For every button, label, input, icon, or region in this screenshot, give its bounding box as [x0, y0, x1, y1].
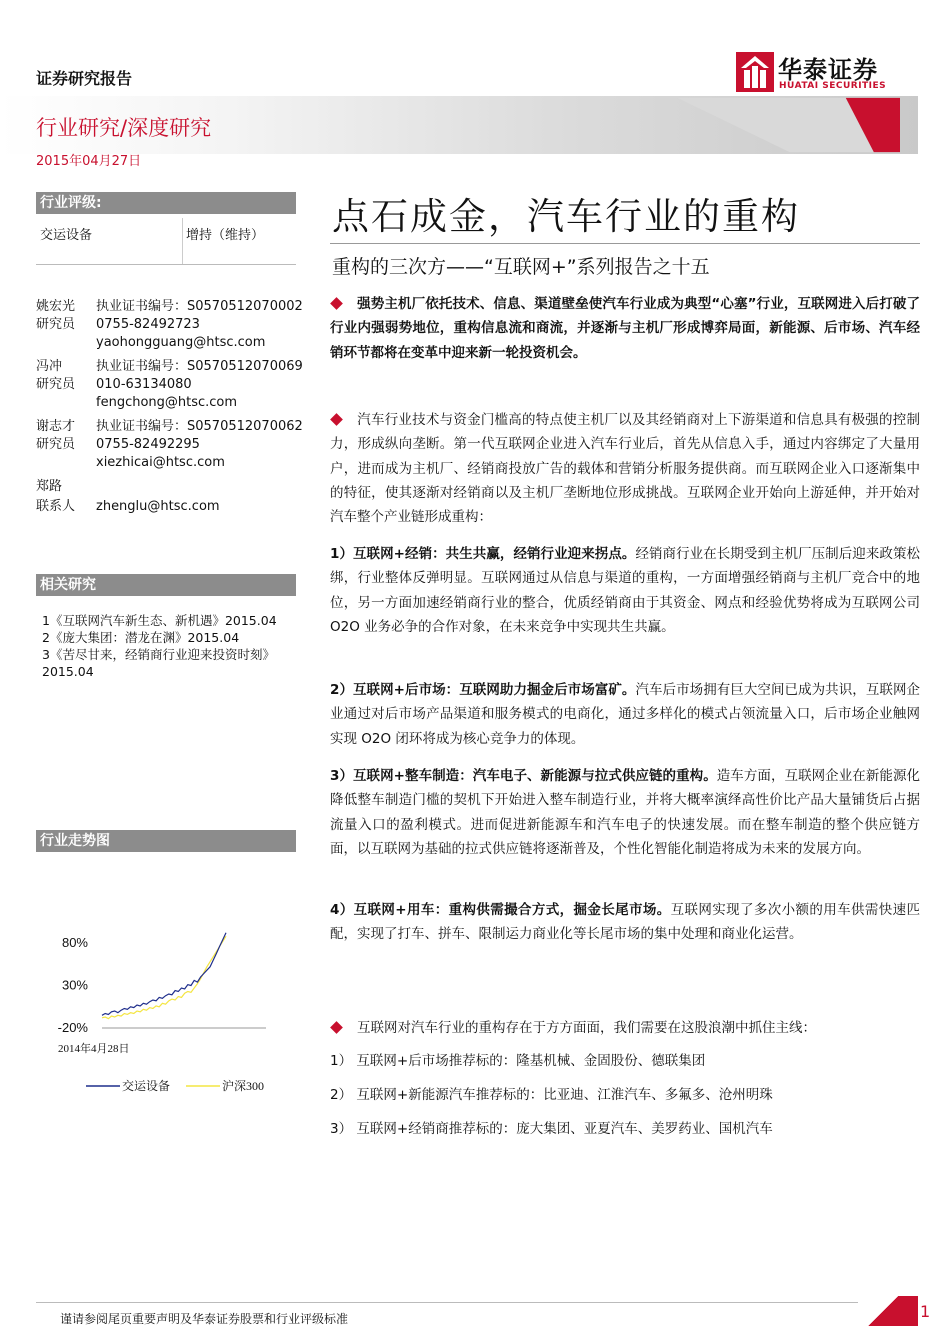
intro-paragraph: [330, 408, 920, 529]
analyst-name: 谢志才: [36, 419, 76, 434]
trend-header: 行业走势图: [36, 830, 296, 852]
logo-text-en: HUATAI SECURITIES: [779, 81, 887, 91]
footer-disclaimer[interactable]: 谨请参阅尾页重要声明及华泰证券股票和行业评级标准: [60, 1312, 349, 1326]
picks-intro-text: 互联网对汽车行业的重构存在于方方面面，我们需要在这股浪潮中抓住主线：: [357, 1020, 816, 1036]
analyst-name: 姚宏光: [36, 299, 76, 314]
header-band-red-accent: [640, 96, 900, 154]
trend-chart: [36, 900, 296, 1100]
analyst-block: [36, 478, 326, 518]
title-rule: [330, 243, 920, 244]
analyst-block: [36, 418, 326, 474]
report-title: 点石成金，汽车行业的重构: [332, 195, 800, 238]
point-body: 互联网实现了多次小额的用车供需快速匹配，实现了打车、拼车、限制运力商业化等长尾市场的集中处理和商业化运营。: [330, 902, 920, 943]
pick-line: 2） 互联网+新能源汽车推荐标的：比亚迪、江淮汽车、多氟多、沧州明珠: [330, 1087, 773, 1103]
point-head: 3）互联网+整车制造：汽车电子、新能源与拉式供应链的重构。: [330, 768, 717, 784]
chart-y-tick-label: -20%: [57, 1020, 88, 1035]
point-body: 造车方面，互联网企业在新能源化降低整车制造门槛的契机下开始进入整车制造行业，并将大概率演绎高性价比产品大量铺货后占据流量入口的盈利模式。进而促进新能源车和汽车电子的快速发展。而在整车制造的整个供应链方面，以互联网为基础的拉式供应链将逐渐普及，个性化智能化制造将成为未来的发展方向。: [330, 768, 920, 857]
analyst-cert: 执业证书编号：S0570512070062: [96, 419, 303, 434]
rating-row: [36, 218, 296, 265]
footer-rule: [36, 1302, 916, 1303]
pick-line: 1） 互联网+后市场推荐标的：隆基机械、金固股份、德联集团: [330, 1053, 706, 1069]
related-list: [42, 612, 302, 680]
picks-intro-paragraph: [330, 1016, 920, 1040]
chart-y-tick-label: 80%: [61, 935, 88, 950]
related-item[interactable]: 3《苦尽甘来，经销商行业迎来投资时刻》: [42, 647, 275, 662]
analyst-email[interactable]: zhenglu@htsc.com: [96, 499, 220, 514]
related-header: 相关研究: [36, 574, 296, 596]
logo-text-cn: 华泰证券: [778, 56, 878, 84]
analyst-name: 冯冲: [36, 359, 63, 374]
analyst-phone: 0755-82492723: [96, 317, 200, 332]
point-body: 汽车后市场拥有巨大空间已成为共识，互联网企业通过对后市场产品渠道和服务模式的电商化，通过多样化的模式占领流量入口，后市场企业触网实现 O2O 闭环将成为核心竞争力的体现。: [330, 682, 920, 747]
analyst-email[interactable]: fengchong@htsc.com: [96, 395, 238, 410]
report-date: 2015年04月27日: [36, 154, 142, 169]
analyst-role: 研究员: [36, 437, 76, 452]
chart-series-line-1: [102, 933, 226, 1016]
report-type-label: 证券研究报告: [36, 69, 133, 88]
page-number: 1: [920, 1302, 931, 1321]
point-head: 4）互联网+用车：重构供需撮合方式，掘金长尾市场。: [330, 902, 671, 918]
point-paragraph-4: [330, 898, 920, 947]
point-head: 2）互联网+后市场：互联网助力掘金后市场富矿。: [330, 682, 636, 698]
analyst-block: [36, 358, 326, 414]
rating-value: 增持（维持）: [186, 228, 265, 243]
analyst-cert: 执业证书编号：S0570512070002: [96, 299, 303, 314]
point-head: 1）互联网+经销：共生共赢，经销行业迎来拐点。: [330, 546, 636, 562]
sector-label: 行业研究/深度研究: [36, 116, 212, 140]
summary-paragraph: [330, 292, 920, 365]
analyst-email[interactable]: yaohongguang@htsc.com: [96, 335, 266, 350]
rating-sector: 交运设备: [40, 228, 93, 243]
analyst-role: 研究员: [36, 377, 76, 392]
analyst-block: [36, 298, 326, 354]
related-item[interactable]: 1《互联网汽车新生态、新机遇》2015.04: [42, 613, 277, 628]
page-corner-accent: [858, 1296, 918, 1326]
analyst-role: 联系人: [36, 499, 76, 514]
analyst-email[interactable]: xiezhicai@htsc.com: [96, 455, 225, 470]
related-item: 2015.04: [42, 664, 94, 679]
point-paragraph-1: [330, 542, 920, 639]
chart-y-tick-label: 30%: [61, 977, 88, 993]
related-item[interactable]: 2《庞大集团：潜龙在渊》2015.04: [42, 630, 240, 645]
chart-legend-label: 沪深300: [222, 1079, 265, 1093]
analyst-phone: 010-63134080: [96, 377, 192, 392]
huatai-logo-icon: [736, 52, 774, 92]
chart-legend-label: 交运设备: [122, 1079, 171, 1093]
chart-series-line-2: [102, 936, 226, 1019]
point-paragraph-3: [330, 764, 920, 861]
rating-header: 行业评级:: [36, 192, 296, 214]
trend-chart-svg: [36, 900, 296, 1100]
report-subtitle: 重构的三次方——“互联网+”系列报告之十五: [332, 256, 710, 278]
diamond-bullet-icon: [330, 413, 343, 426]
intro-text: 汽车行业技术与资金门槛高的特点使主机厂以及其经销商对上下游渠道和信息具有极强的控制力，形成纵向垄断。第一代互联网企业进入汽车行业后，首先从信息入手，通过内容绑定了大量用户，进而成为主机厂、经销商投放广告的载体和营销分析服务提供商。而互联网企业入口逐渐集中的特征，使其逐渐对经销商以及主机厂垄断地位形成挑战。互联网企业开始向上游延伸，并开始对汽车整个产业链形成重构：: [330, 412, 920, 526]
analyst-role: 研究员: [36, 317, 76, 332]
analyst-name: 郑路: [36, 479, 63, 494]
analyst-cert: 执业证书编号：S0570512070069: [96, 359, 303, 374]
huatai-logo: [736, 50, 906, 94]
rating-divider: [182, 218, 183, 264]
summary-text: 强势主机厂依托技术、信息、渠道壁垒使汽车行业成为典型“心塞”行业，互联网进入后打破了行业内强弱势地位，重构信息流和商流，并逐渐与主机厂形成博弈局面，新能源、后市场、汽车经销环节都将在变革中迎来新一轮投资机会。: [330, 296, 920, 361]
chart-x-start-label: 2014年4月28日: [58, 1043, 130, 1055]
point-body: 经销商行业在长期受到主机厂压制后迎来政策松绑，行业整体反弹明显。互联网通过从信息与渠道的重构，一方面增强经销商与主机厂竞合中的地位，另一方面加速经销商行业的整合，优质经销商由于其资金、网点和经验优势将成为互联网公司 O2O 业务必争的合作对象，在未来竞争中实现共生共赢。: [330, 546, 920, 635]
diamond-bullet-icon: [330, 297, 343, 310]
point-paragraph-2: [330, 678, 920, 751]
pick-line: 3） 互联网+经销商推荐标的：庞大集团、亚夏汽车、美罗药业、国机汽车: [330, 1121, 773, 1137]
analyst-phone: 0755-82492295: [96, 437, 200, 452]
diamond-bullet-icon: [330, 1021, 343, 1034]
